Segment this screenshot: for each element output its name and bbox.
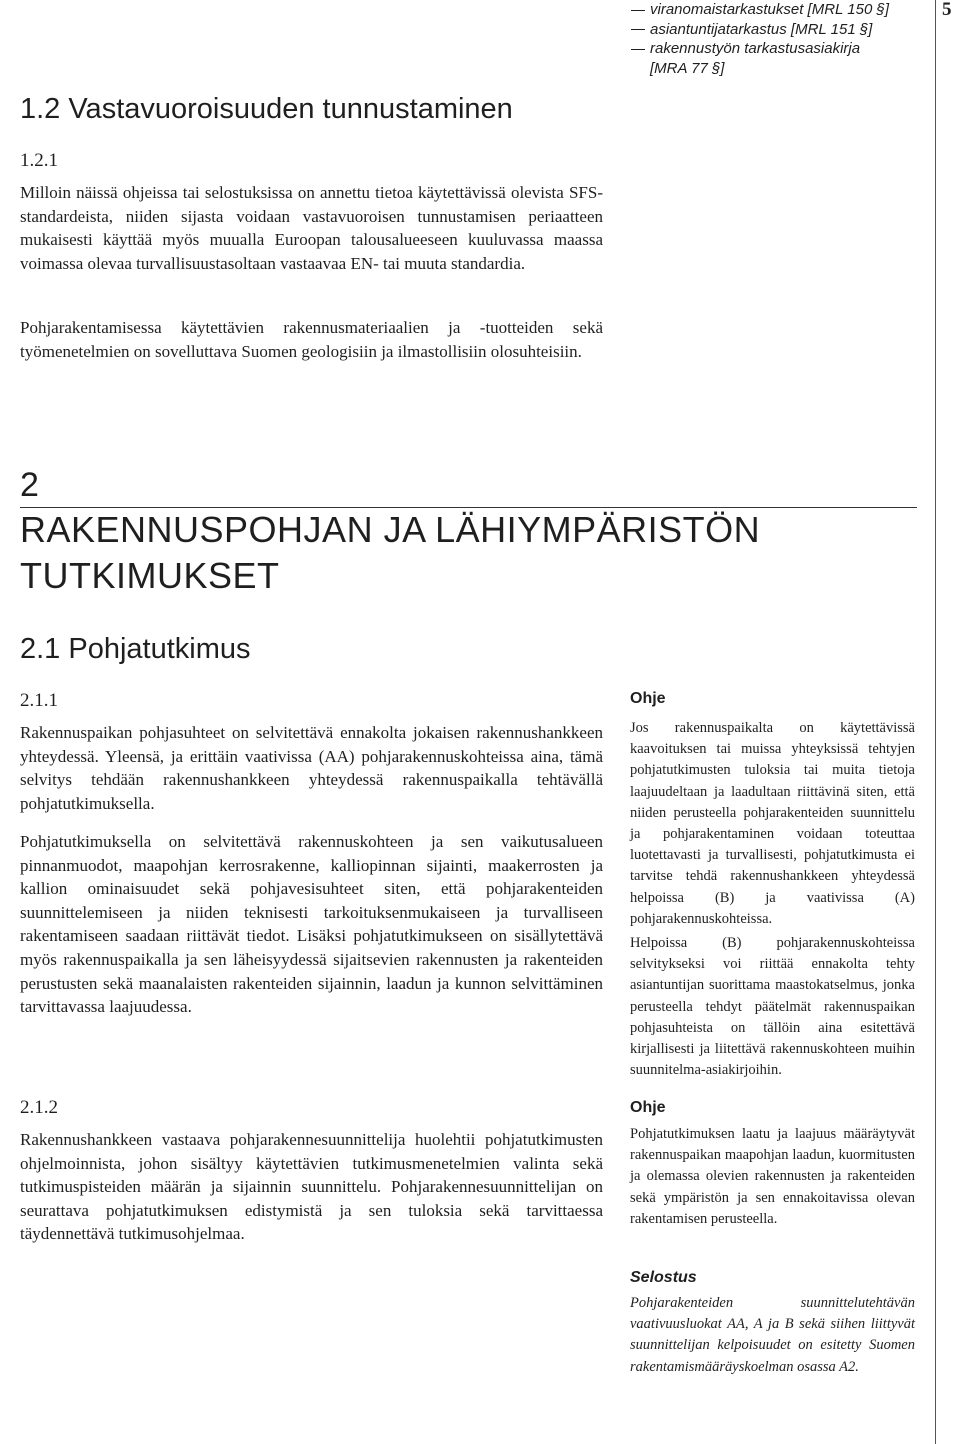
sidebar-paragraph: Pohjarakenteiden suunnittelutehtävän vaativuusluokat AA, A ja B sekä siihen liittyvät suunnittelijan kelpoisuudet on esitetty Suomen rakentamismääräyskoelman osassa A2. (630, 1295, 915, 1375)
paragraph: Rakennushankkeen vastaava pohjarakennesuunnittelija huolehtii pohjatutkimusten ohjelmoinnista, johon sisältyy käytettävien tutkimusmenetelmien valinta sekä tutkimuspisteiden määrän ja sijainnin suunnittelu. Pohjarakennesuunnittelijan on seurattava pohjatutkimuksen edistymistä ja sen tuloksia sekä tarvittaessa täydennettävä tutkimusohjelmaa. (20, 1130, 603, 1244)
reference-item: viranomaistarkastukset [MRL 150 §] (631, 0, 931, 20)
section-heading-1-2: 1.2 Vastavuoroisuuden tunnustaminen (20, 93, 513, 125)
chapter-title-line: RAKENNUSPOHJAN JA LÄHIYMPÄRISTÖN (20, 509, 761, 550)
reference-continuation: [MRA 77 §] (650, 59, 725, 77)
chapter-title-line: TUTKIMUKSET (20, 555, 280, 596)
subsection-number: 1.2.1 (20, 150, 58, 171)
subsection-number: 2.1.2 (20, 1097, 58, 1118)
sidebar-heading: Ohje (630, 1099, 666, 1116)
sidebar-heading: Selostus (630, 1269, 697, 1286)
paragraph: Pohjarakentamisessa käytettävien rakennusmateriaalien ja -tuotteiden sekä työmenetelmien on sovelluttava Suomen geologisiin ja ilmastollisiin olosuhteisiin. (20, 318, 603, 361)
paragraph: Rakennuspaikan pohjasuhteet on selvitettävä ennakolta jokaisen rakennushankkeen yhteydessä. Yleensä, ja erittäin vaativissa (AA) pohjarakennuskohteissa aina, tämä selvitys tehdään rakennushankkeen yhteydessä rakennuspaikalla tehtävällä pohjatutkimuksella. (20, 723, 603, 813)
section-heading-2-1: 2.1 Pohjatutkimus (20, 633, 251, 665)
dash-icon (631, 49, 645, 50)
sidebar-paragraph: Jos rakennuspaikalta on käytettävissä kaavoituksen tai muissa yhteyksissä tehtyjen pohjatutkimusten tuloksia tai muita tietoja laajuudeltaan ja laadultaan riittävinä siten, että niiden perusteella pohjarakenteiden suunnittelu ja pohjarakentaminen voidaan toteuttaa luotettavasti ja turvallisesti, pohjatutkimusta ei tarvitse tehdä rakennushankkeen yhteydessä helpoissa (B) ja vaativissa (A) pohjarakennuskohteissa. (630, 720, 915, 927)
page-number: 5 (942, 0, 952, 20)
sidebar-heading: Ohje (630, 690, 666, 707)
margin-rule (935, 0, 936, 1444)
chapter-title (20, 507, 760, 599)
paragraph: Milloin näissä ohjeissa tai selostuksissa on annettu tietoa käytettävissä olevista SFS-standardeista, niiden sijasta voidaan vastavuoroisen tunnustamisen periaatteen mukaisesti käyttää myös muualla Euroopan talousalueeseen kuuluvassa maassa voimassa olevaa turvallisuustasoltaan vastaavaa EN- tai muuta standardia. (20, 183, 603, 273)
chapter-number: 2 (20, 466, 39, 504)
dash-icon (631, 10, 645, 11)
sidebar-paragraph: Helpoissa (B) pohjarakennuskohteissa selvitykseksi voi riittää ennakolta tehty asiantuntijan suorittama maastokatselmus, jonka perusteella tehdyt päätelmät rakennuspaikan pohjasuhteista on tällöin aina esitettävä kirjallisesti ja liitettävä rakennuskohteen muihin suunnitelma-asiakirjoihin. (630, 935, 915, 1079)
subsection-number: 2.1.1 (20, 690, 58, 711)
paragraph: Pohjatutkimuksella on selvitettävä rakennuskohteen ja sen vaikutusalueen pinnanmuodot, maapohjan kerrosrakenne, kalliopinnan sijainti, maakerrosten ja kallion ominaisuudet sekä pohjavesisuhteet siten, että pohjarakenteiden suunnittelemiseen ja niiden teknisesti tarkoituksenmukaiseen ja turvalliseen rakentamiseen saadaan riittävät tiedot. Lisäksi pohjatutkimukseen on sisällytettävä myös rakennuspaikalla ja sen läheisyydessä sijaitsevien rakennusten ja rakenteiden perustusten sekä maanalaisten rakenteiden sijainnin, laadun ja kunnon selvittäminen tarvittavassa laajuudessa. (20, 832, 603, 1017)
sidebar-paragraph: Pohjatutkimuksen laatu ja laajuus määräytyvät rakennuspaikan maapohjan laadun, kuormitusten ja olemassa olevien rakennusten ja rakenteiden sekä ympäristön ja sen ennakoitavissa olevan rakentamisen perusteella. (630, 1126, 915, 1227)
reference-item: asiantuntijatarkastus [MRL 151 §] (631, 20, 931, 40)
dash-icon (631, 29, 645, 30)
reference-list (631, 0, 931, 78)
reference-item: rakennustyön tarkastusasiakirja (631, 39, 931, 59)
